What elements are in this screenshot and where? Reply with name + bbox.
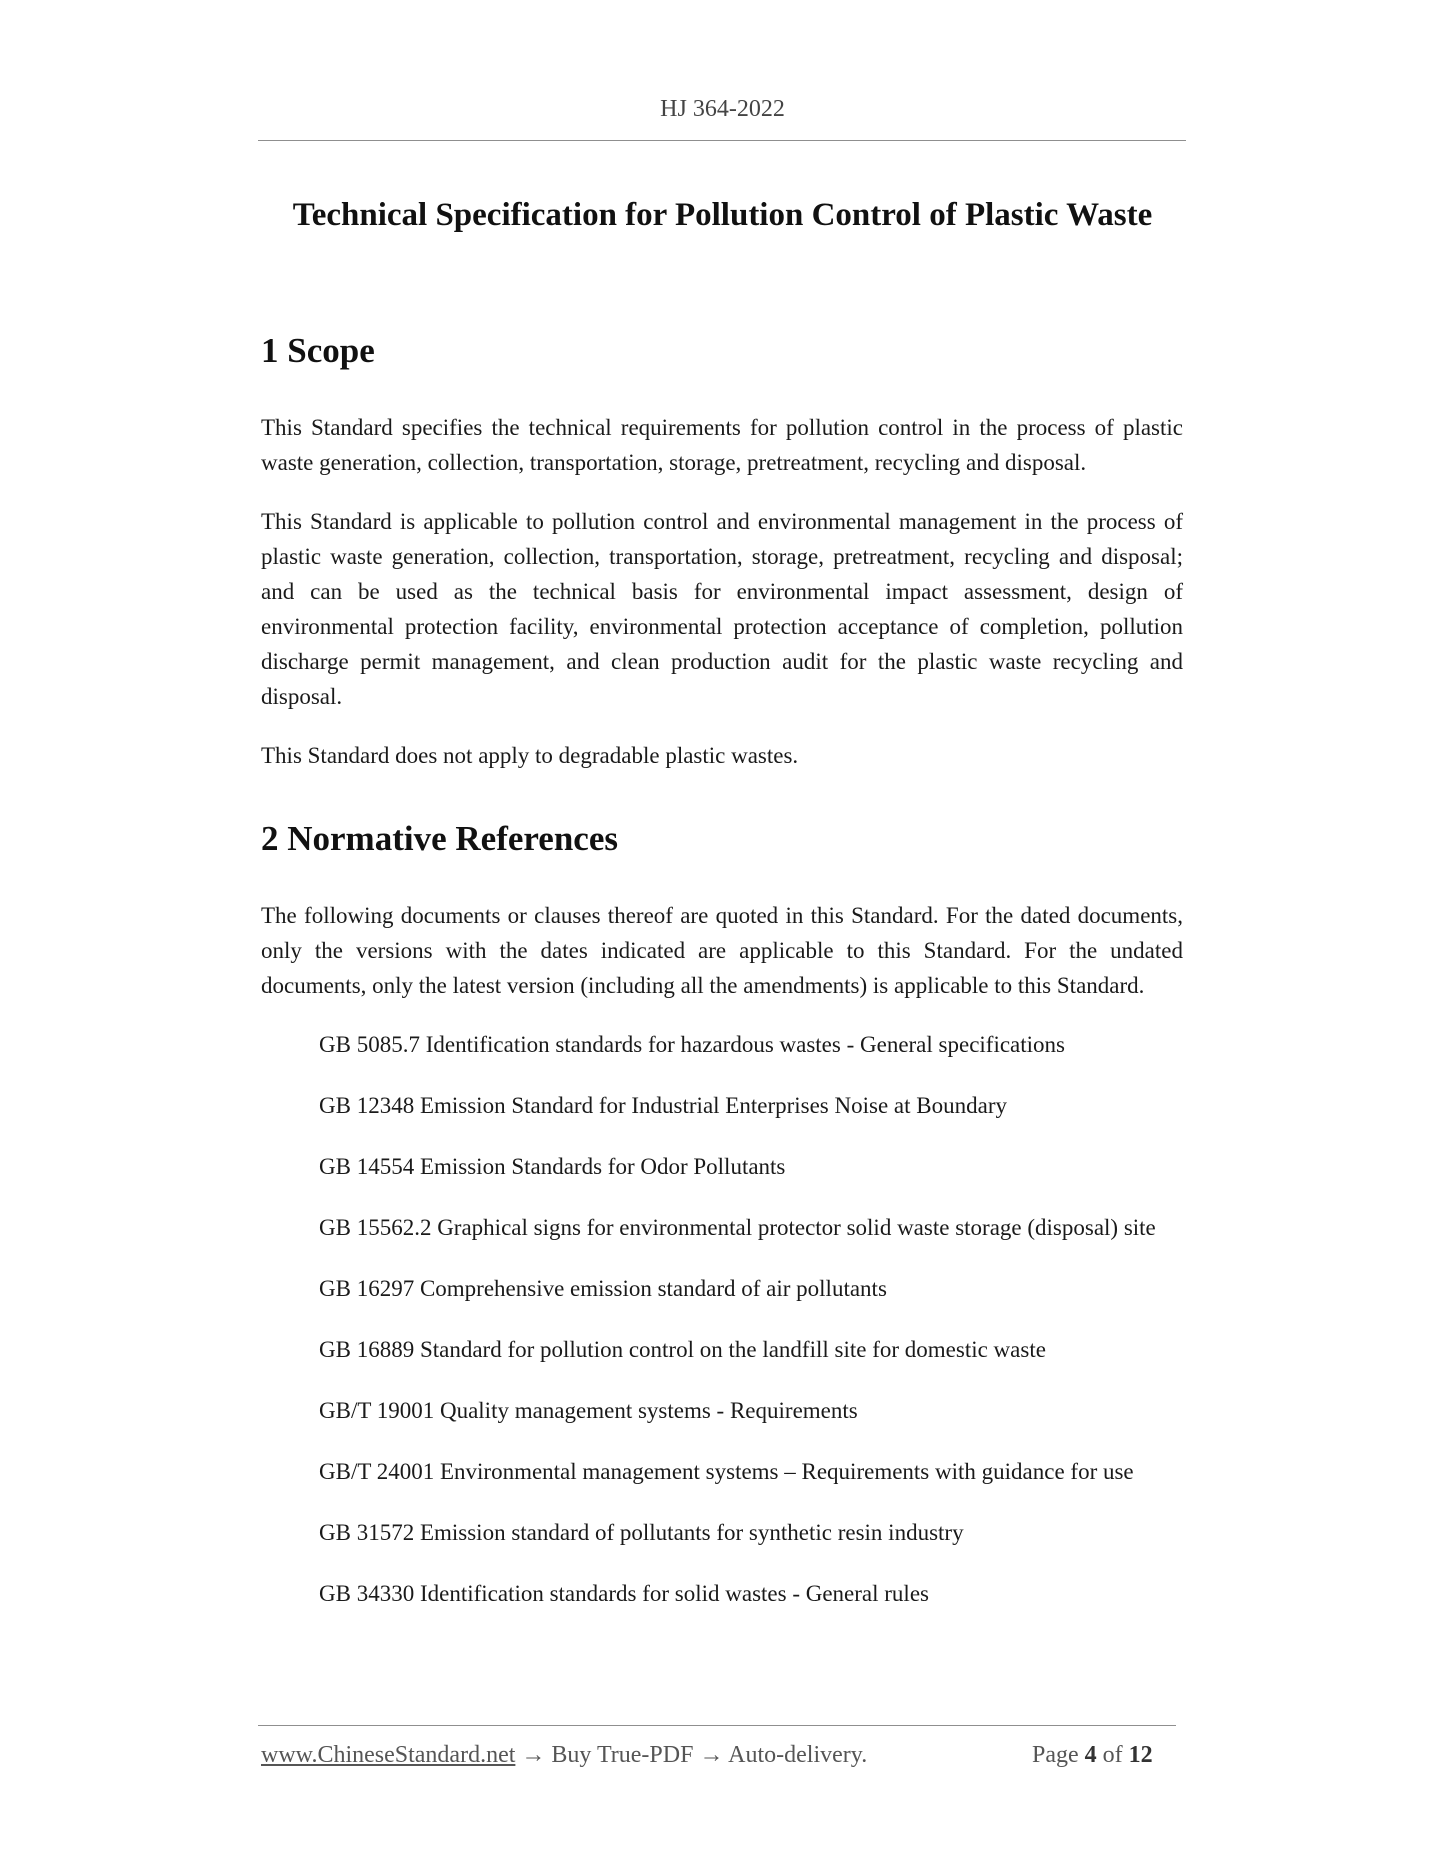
scope-paragraph: This Standard is applicable to pollution control and environmental management in the process of plastic waste generation, collection, transportation, storage, pretreatment, recycling and disposal; and can be used as the technical basis for environmental impact assessment, design of environmental protection facility, environmental protection acceptance of completion, pollution discharge permit management, and clean production audit for the plastic waste recycling and disposal.	[261, 509, 1183, 709]
reference-item: GB 34330 Identification standards for solid wastes - General rules	[319, 1581, 929, 1606]
footer-divider	[258, 1725, 1176, 1726]
document-body	[261, 330, 1183, 1637]
of-label: of	[1102, 1742, 1123, 1768]
reference-item: GB/T 19001 Quality management systems - Requirements	[319, 1398, 858, 1423]
document-title: Technical Specification for Pollution Control of Plastic Waste	[292, 197, 1153, 233]
reference-item: GB 14554 Emission Standards for Odor Pollutants	[319, 1154, 786, 1179]
page-label: Page	[1032, 1742, 1079, 1768]
document-code-header: HJ 364-2022	[660, 96, 785, 122]
reference-item: GB 16889 Standard for pollution control on the landfill site for domestic waste	[319, 1337, 1046, 1362]
buy-true-pdf-text: Buy True-PDF	[551, 1742, 694, 1768]
reference-item: GB 31572 Emission standard of pollutants for synthetic resin industry	[319, 1520, 964, 1545]
current-page-number: 4	[1084, 1742, 1097, 1768]
scope-paragraph: This Standard does not apply to degradable plastic wastes.	[261, 743, 799, 768]
references-intro-paragraph: The following documents or clauses thereof are quoted in this Standard. For the dated documents, only the versions with the dates indicated are applicable to this Standard. For the undated documents, only the latest version (including all the amendments) is applicable to this Standard.	[261, 903, 1183, 998]
reference-item: GB 16297 Comprehensive emission standard of air pollutants	[319, 1276, 887, 1301]
scope-paragraph: This Standard specifies the technical requirements for pollution control in the process of plastic waste generation, collection, transportation, storage, pretreatment, recycling and disposal.	[261, 415, 1183, 475]
arrow-right-icon: →	[699, 1742, 724, 1768]
section-heading-normative-references: 2 Normative References	[261, 819, 618, 858]
page-indicator	[1032, 1742, 1153, 1769]
reference-list	[261, 1027, 1183, 1611]
arrow-right-icon: →	[521, 1742, 546, 1768]
header-divider	[258, 140, 1186, 141]
website-link[interactable]: www.ChineseStandard.net	[261, 1742, 516, 1768]
total-page-number: 12	[1128, 1742, 1153, 1768]
reference-item: GB/T 24001 Environmental management systems – Requirements with guidance for use	[319, 1459, 1134, 1484]
reference-item: GB 15562.2 Graphical signs for environmental protector solid waste storage (disposal) site	[319, 1215, 1156, 1240]
footer-promo	[261, 1742, 867, 1769]
reference-item: GB 5085.7 Identification standards for hazardous wastes - General specifications	[319, 1032, 1065, 1057]
reference-item: GB 12348 Emission Standard for Industrial Enterprises Noise at Boundary	[319, 1093, 1007, 1118]
section-heading-scope: 1 Scope	[261, 331, 375, 370]
auto-delivery-text: Auto-delivery.	[728, 1742, 868, 1768]
